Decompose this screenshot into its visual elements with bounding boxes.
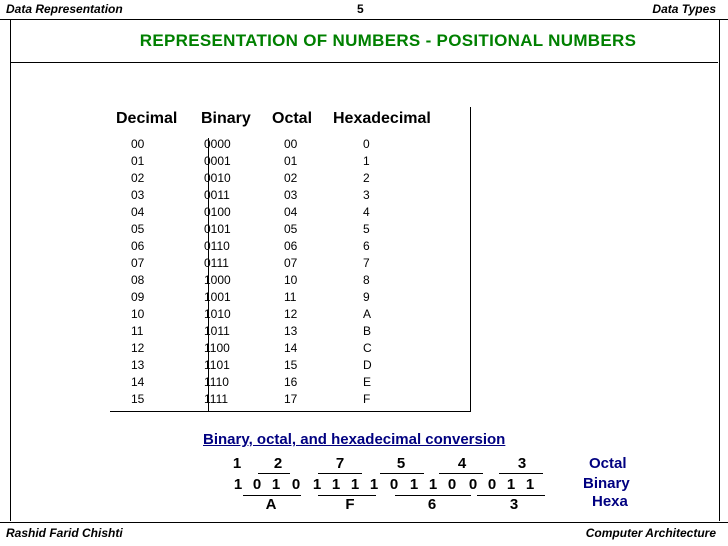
binary-digit: 1 [409,476,419,493]
cell-decimal: 03 [131,188,145,202]
cell-binary: 1111 [204,392,229,406]
cell-octal: 10 [284,273,298,287]
binary-digit: 1 [506,476,516,493]
cell-binary: 0011 [204,188,230,202]
cell-hex: 0 [363,137,370,151]
cell-hex: A [363,307,372,321]
hexa-label: Hexa [592,493,628,510]
cell-hex: C [363,341,372,355]
binary-digit: 1 [350,476,360,493]
cell-binary: 1000 [204,273,231,287]
octal-digit: 4 [457,455,467,472]
hex-digit: 3 [509,496,519,513]
cell-decimal: 14 [131,375,145,389]
binary-digit: 0 [252,476,262,493]
group-bar [380,473,424,474]
cell-octal: 01 [284,154,298,168]
binary-digit: 1 [271,476,281,493]
cell-hex: 1 [363,154,370,168]
hex-digit: A [265,496,277,513]
cell-decimal: 09 [131,290,145,304]
cell-octal: 05 [284,222,298,236]
octal-label: Octal [589,455,627,472]
cell-octal: 11 [284,290,297,304]
cell-decimal: 11 [131,324,144,338]
hex-digit: F [345,496,355,513]
cell-binary: 1100 [204,341,230,355]
cell-decimal: 04 [131,205,145,219]
cell-hex: 2 [363,171,370,185]
title-rule [10,62,718,63]
octal-digit: 3 [517,455,527,472]
group-bar [439,473,483,474]
cell-decimal: 02 [131,171,145,185]
octal-digit: 7 [335,455,345,472]
binary-digit: 0 [487,476,497,493]
cell-octal: 00 [284,137,298,151]
footer-course: Computer Architecture [585,526,716,540]
column-header-decimal: Decimal [116,110,178,127]
binary-digit: 0 [291,476,301,493]
group-bar [258,473,290,474]
cell-binary: 0010 [204,171,231,185]
hex-digit: 6 [427,496,437,513]
cell-hex: 3 [363,188,370,202]
cell-hex: 9 [363,290,370,304]
binary-digit: 0 [389,476,399,493]
cell-octal: 15 [284,358,298,372]
footer-rule [0,522,728,523]
group-bar [499,473,543,474]
cell-decimal: 10 [131,307,145,321]
cell-octal: 16 [284,375,298,389]
binary-digit: 1 [312,476,322,493]
cell-binary: 0000 [204,137,231,151]
slide-title: REPRESENTATION OF NUMBERS - POSITIONAL NUMBERS [139,31,637,50]
cell-octal: 03 [284,188,298,202]
cell-decimal: 05 [131,222,145,236]
cell-octal: 13 [284,324,298,338]
conversion-title: Binary, octal, and hexadecimal conversion [203,431,506,448]
column-header-binary: Binary [201,110,251,127]
column-header-octal: Octal [272,110,313,127]
cell-hex: 7 [363,256,370,270]
cell-binary: 1110 [204,375,229,389]
octal-digit: 1 [232,455,242,472]
cell-decimal: 07 [131,256,145,270]
header-left: Data Representation [6,2,123,16]
binary-digit: 0 [468,476,478,493]
cell-binary: 0100 [204,205,231,219]
cell-decimal: 06 [131,239,145,253]
cell-octal: 17 [284,392,298,406]
binary-label: Binary [583,475,630,492]
column-header-hexadecimal: Hexadecimal [333,110,431,127]
cell-decimal: 15 [131,392,145,406]
cell-decimal: 12 [131,341,145,355]
cell-octal: 06 [284,239,298,253]
cell-hex: 6 [363,239,370,253]
cell-octal: 02 [284,171,298,185]
cell-hex: B [363,324,372,338]
binary-digit: 0 [447,476,457,493]
cell-hex: D [363,358,372,372]
cell-octal: 07 [284,256,298,270]
cell-hex: F [363,392,371,406]
binary-digit: 1 [525,476,535,493]
binary-digit: 1 [233,476,243,493]
binary-digit: 1 [369,476,379,493]
binary-digit: 1 [428,476,438,493]
page-number: 5 [357,2,364,16]
footer-author: Rashid Farid Chishti [6,526,123,540]
cell-binary: 0110 [204,239,230,253]
octal-digit: 2 [273,455,283,472]
cell-binary: 1101 [204,358,230,372]
header-right: Data Types [652,2,716,16]
binary-digit: 1 [331,476,341,493]
group-bar [318,473,362,474]
cell-binary: 1001 [204,290,231,304]
cell-binary: 0101 [204,222,231,236]
cell-octal: 04 [284,205,298,219]
cell-decimal: 00 [131,137,145,151]
cell-binary: 0111 [204,256,229,270]
cell-octal: 12 [284,307,298,321]
cell-decimal: 08 [131,273,145,287]
cell-binary: 1010 [204,307,231,321]
octal-digit: 5 [396,455,406,472]
cell-hex: 8 [363,273,370,287]
cell-hex: 4 [363,205,370,219]
cell-octal: 14 [284,341,298,355]
cell-binary: 0001 [204,154,231,168]
cell-binary: 1011 [204,324,230,338]
cell-decimal: 01 [131,154,145,168]
cell-hex: E [363,375,372,389]
cell-decimal: 13 [131,358,145,372]
cell-hex: 5 [363,222,370,236]
